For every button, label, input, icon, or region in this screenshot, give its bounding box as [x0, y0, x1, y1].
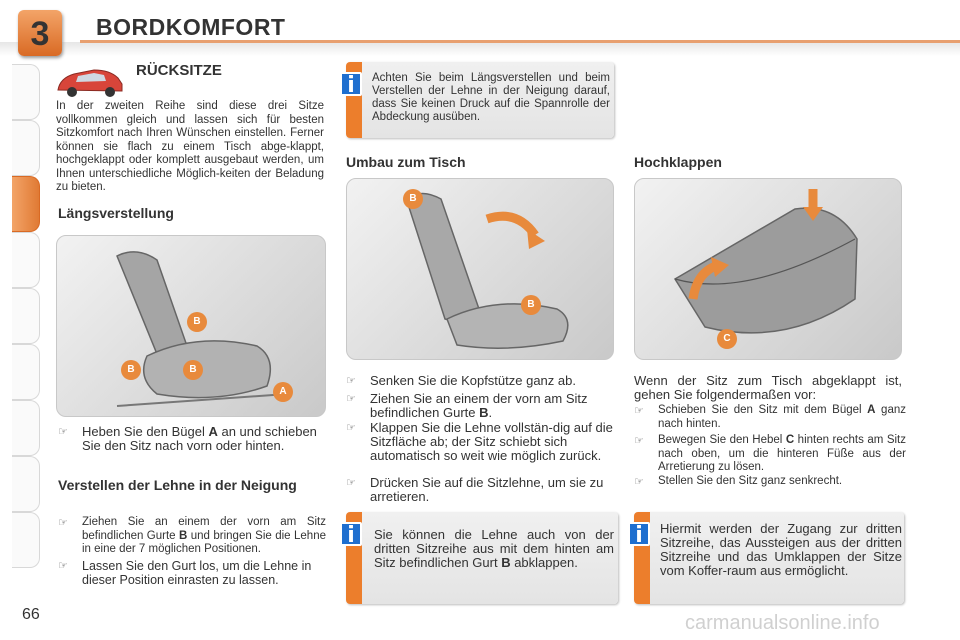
chapter-tab-strip: [0, 60, 46, 580]
callout-c: C: [717, 329, 737, 349]
info-box-middle: [346, 512, 618, 604]
bullet-hoch-3: ☞ Stellen Sie den Sitz ganz senkrecht.: [634, 475, 843, 488]
info-middle-text: Sie können die Lehne auch von der dritten Sitzreihe aus mit dem hinten am Sitz befindlichen Gurt B abklappen.: [374, 527, 614, 570]
chapter-tab-4[interactable]: [12, 232, 40, 288]
heading-neigung: Verstellen der Lehne in der Neigung: [58, 477, 297, 493]
seat-fold-up-illustration: [635, 179, 902, 360]
bullet-hand-icon: ☞: [346, 392, 356, 405]
chapter-tab-8[interactable]: [12, 456, 40, 512]
heading-tisch: Umbau zum Tisch: [346, 154, 466, 170]
info-icon: i: [340, 522, 362, 546]
bullet-tisch-1: ☞ Senken Sie die Kopfstütze ganz ab.: [346, 373, 576, 388]
bullet-hand-icon: ☞: [58, 516, 68, 529]
chapter-tab-7[interactable]: [12, 400, 40, 456]
callout-b: B: [521, 295, 541, 315]
footer-watermark: carmanualsonline.info: [685, 612, 880, 634]
bullet-hand-icon: ☞: [634, 475, 644, 488]
heading-laengsverstellung: Längsverstellung: [58, 205, 174, 221]
page-number: 66: [22, 606, 40, 623]
header-shadow: [0, 42, 960, 56]
heading-hochklappen: Hochklappen: [634, 154, 722, 170]
bullet-tisch-3: ☞ Klappen Sie die Lehne vollstän-dig auf die Sitzfläche ab; der Sitz schiebt sich automatisch so weit wie möglich zurück.: [346, 420, 613, 463]
seat-table-illustration: [347, 179, 614, 360]
figure-seat-table: [346, 178, 614, 360]
hoch-intro: Wenn der Sitz zum Tisch abgeklappt ist, gehen Sie folgendermaßen vor:: [634, 373, 902, 402]
callout-b-rear: B: [403, 189, 423, 209]
info-box-right: [634, 512, 904, 604]
chapter-tab-3[interactable]: [12, 176, 40, 232]
page-title: BORDKOMFORT: [96, 14, 286, 40]
chapter-number: 3: [30, 15, 50, 53]
info-box-top: [346, 62, 614, 138]
callout-b-front: B: [183, 360, 203, 380]
info-right-text: Hiermit werden der Zugang zur dritten Sitzreihe, das Aussteigen aus der dritten Sitzreihe und das Umklappen der Sitze vom Koffer-raum aus ermöglicht.: [660, 521, 902, 578]
bullet-hand-icon: ☞: [346, 374, 356, 387]
callout-b-top: B: [187, 312, 207, 332]
info-icon: i: [628, 522, 650, 546]
callout-b-side: B: [121, 360, 141, 380]
chapter-tab-6[interactable]: [12, 344, 40, 400]
section-title: RÜCKSITZE: [136, 62, 222, 79]
bullet-neigung-1: ☞ Ziehen Sie an einem der vorn am Sitz befindlichen Gurte B und bringen Sie die Lehne in eine der 7 möglichen Positionen.: [58, 516, 326, 555]
bullet-neigung-2: ☞ Lassen Sie den Gurt los, um die Lehne in dieser Position einrasten zu lassen.: [58, 559, 312, 587]
intro-paragraph: In der zweiten Reihe sind diese drei Sitze vollkommen gleich und lassen sich für besten Sitzkomfort nach Ihren Wünschen einstellen. Ferner können sie flach zu einem Tisch abge-klappt, hochgeklappt oder komplett ausgebaut werden, um Ihnen unterschiedliche Möglich-keiten der Beladung zu bieten.: [56, 100, 324, 193]
bullet-hand-icon: ☞: [58, 559, 68, 572]
bullet-laengs: ☞ Heben Sie den Bügel A an und schieben Sie den Sitz nach vorn oder hinten.: [58, 424, 317, 453]
chapter-tab-2[interactable]: [12, 120, 40, 176]
info-icon: i: [340, 72, 362, 96]
bullet-hand-icon: ☞: [346, 476, 356, 489]
chapter-tab-5[interactable]: [12, 288, 40, 344]
chapter-tab-9[interactable]: [12, 512, 40, 568]
bullet-hand-icon: ☞: [634, 434, 644, 447]
bullet-tisch-2: ☞ Ziehen Sie an einem der vorn am Sitz befindlichen Gurte B.: [346, 391, 588, 420]
bullet-hand-icon: ☞: [634, 404, 644, 417]
info-top-text: Achten Sie beim Längsverstellen und beim Verstellen der Lehne in der Neigung darauf, dass Sie keinen Druck auf die Spannrolle der Abdeckung ausüben.: [372, 72, 610, 123]
bullet-hand-icon: ☞: [346, 421, 356, 434]
figure-seat-longitudinal: [56, 235, 326, 417]
car-icon: [54, 64, 126, 100]
chapter-tab-1[interactable]: [12, 64, 40, 120]
bullet-hand-icon: ☞: [58, 425, 68, 438]
bullet-hoch-1: ☞ Schieben Sie den Sitz mit dem Bügel A ganz nach hinten.: [634, 404, 906, 430]
bullet-tisch-4: ☞ Drücken Sie auf die Sitzlehne, um sie zu arretieren.: [346, 475, 604, 504]
callout-a: A: [273, 382, 293, 402]
figure-seat-fold-up: [634, 178, 902, 360]
bullet-hoch-2: ☞ Bewegen Sie den Hebel C hinten rechts am Sitz nach oben, um die hinteren Füße aus der Arretierung zu lösen.: [634, 434, 907, 473]
